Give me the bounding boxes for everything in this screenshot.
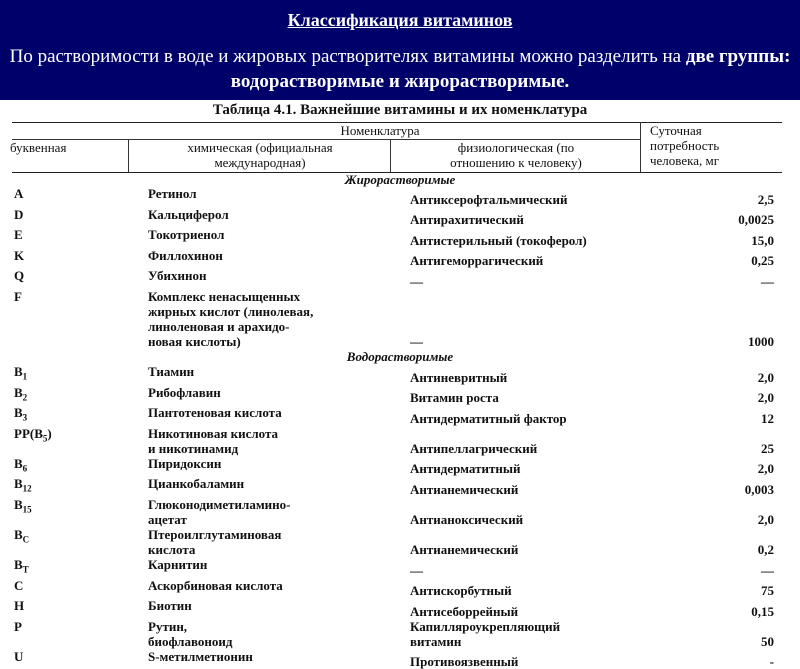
physiological-name: Антидерматитный xyxy=(410,461,521,477)
daily-requirement: — xyxy=(761,273,774,289)
table-row xyxy=(14,268,774,289)
daily-requirement: — xyxy=(761,562,774,578)
chemical-name: Аскорбиновая кислота xyxy=(148,577,283,593)
daily-requirement: 12 xyxy=(761,410,774,426)
slide-title: Классификация витаминов xyxy=(287,10,513,30)
table-row xyxy=(14,385,774,406)
physiological-name: Антианемический xyxy=(410,481,519,497)
slide-header xyxy=(0,0,800,100)
chemical-name: Цианкобаламин xyxy=(148,476,245,492)
vitamin-letter: E xyxy=(14,227,23,243)
daily-requirement: 15,0 xyxy=(751,232,774,248)
daily-requirement: 0,0025 xyxy=(738,212,774,228)
header-letter: буквенная xyxy=(10,140,67,155)
vitamin-letter: C xyxy=(14,577,24,593)
table-row xyxy=(14,497,774,527)
vitamin-letter: $B_3$ xyxy=(14,405,28,423)
section-fat-soluble: Жирорастворимые xyxy=(344,172,456,187)
daily-requirement: 0,25 xyxy=(751,253,774,269)
vitamin-letter: $B_2$ xyxy=(14,384,28,403)
vitamin-letter: $B_1$ xyxy=(14,363,28,382)
table-row xyxy=(14,527,774,557)
slide-subtitle xyxy=(0,44,800,94)
table-row xyxy=(14,476,774,497)
physiological-name: Антисеборрейный xyxy=(410,603,519,619)
physiological-name: Витамин роста xyxy=(410,390,499,406)
header-daily: Суточная потребность человека, мг xyxy=(650,123,720,168)
header-nomenclature: Номенклатура xyxy=(340,123,420,138)
chemical-name: Птероилглутаминовая кислота xyxy=(148,526,282,557)
chemical-name: Никотиновая кислота и никотинамид xyxy=(148,425,279,456)
vitamin-letter: $B_6$ xyxy=(14,455,28,474)
physiological-name: Антидерматитный фактор xyxy=(410,410,567,426)
vitamin-letter: $PP(B_5)$ xyxy=(14,425,52,444)
daily-requirement: 2,0 xyxy=(757,461,774,477)
column-divider xyxy=(390,139,391,172)
column-divider xyxy=(128,139,129,172)
column-divider xyxy=(640,122,641,172)
table-row xyxy=(14,289,774,349)
table-row xyxy=(14,619,774,649)
vitamin-letter: P xyxy=(14,618,22,634)
physiological-name: Антистерильный (токоферол) xyxy=(410,232,587,248)
daily-requirement: 2,0 xyxy=(757,511,774,527)
subtitle-bold-text: две группы: водорастворимые и жирорастворимые. xyxy=(230,46,791,92)
table-row xyxy=(14,456,774,477)
chemical-name: Пантотеновая кислота xyxy=(148,405,282,421)
physiological-name: — xyxy=(410,273,423,289)
vitamin-letter: F xyxy=(14,288,22,304)
vitamin-letter: $B_{15}$ xyxy=(14,496,32,515)
table-row xyxy=(14,207,774,228)
daily-requirement: 2,0 xyxy=(757,390,774,406)
daily-requirement: 2,0 xyxy=(757,369,774,385)
chemical-name: Глюконодиметиламино- ацетат xyxy=(148,496,291,527)
section-water-soluble: Водорастворимые xyxy=(346,348,454,364)
vitamin-letter: $B_C$ xyxy=(14,526,30,545)
vitamin-letter: D xyxy=(14,206,24,222)
chemical-name: Кальциферол xyxy=(148,206,229,222)
daily-requirement: 0,2 xyxy=(757,541,774,557)
daily-requirement: 50 xyxy=(761,633,774,649)
physiological-name: Капилляроукрепляющий витамин xyxy=(410,618,561,649)
physiological-name: Противоязвенный xyxy=(410,654,519,669)
chemical-name: Пиридоксин xyxy=(148,455,222,471)
daily-requirement: 1000 xyxy=(748,333,774,349)
table-row xyxy=(14,426,774,456)
daily-requirement: 25 xyxy=(761,440,774,456)
physiological-name: Антианемический xyxy=(410,541,519,557)
chemical-name: Рутин, биофлавоноид xyxy=(148,618,233,649)
table-row xyxy=(14,364,774,385)
physiological-name: Антигеморрагический xyxy=(410,253,544,269)
chemical-name: Карнитин xyxy=(148,556,208,572)
daily-requirement: 2,5 xyxy=(757,191,774,207)
physiological-name: Антискорбутный xyxy=(410,583,512,599)
physiological-name: Антиневритный xyxy=(410,369,508,385)
vitamin-letter: K xyxy=(14,247,25,263)
chemical-name: S-метилметионин xyxy=(148,648,253,664)
table-row xyxy=(14,649,774,669)
physiological-name: — xyxy=(410,562,423,578)
table-row xyxy=(14,557,774,578)
vitamin-letter: $B_{12}$ xyxy=(14,476,32,494)
daily-requirement: 75 xyxy=(761,583,774,599)
table-body xyxy=(14,186,774,669)
header-chemical: химическая (официальная международная) xyxy=(187,140,333,170)
chemical-name: Токотриенол xyxy=(148,227,225,243)
daily-requirement: 0,15 xyxy=(751,603,774,619)
physiological-name: Антиксерофтальмический xyxy=(410,191,568,207)
chemical-name: Филлохинон xyxy=(148,247,223,263)
header-physiological: физиологическая (по отношению к человеку) xyxy=(450,140,582,170)
vitamin-letter: H xyxy=(14,598,25,614)
table-row xyxy=(14,405,774,426)
table-row xyxy=(14,578,774,599)
chemical-name: Биотин xyxy=(148,598,192,614)
daily-requirement: 0,003 xyxy=(744,481,774,497)
vitamin-letter: A xyxy=(14,186,24,201)
table-caption: Таблица 4.1. Важнейшие витамины и их номенклатура xyxy=(212,102,588,118)
subtitle-text: По растворимости в воде и жировых растворителях витамины можно разделить на xyxy=(9,46,686,67)
physiological-name: Антипеллагрический xyxy=(410,440,538,456)
table-row xyxy=(14,598,774,619)
chemical-name: Ретинол xyxy=(148,186,197,201)
vitamin-letter: U xyxy=(14,648,24,664)
physiological-name: — xyxy=(410,333,423,349)
chemical-name: Рибофлавин xyxy=(148,384,221,400)
table-row xyxy=(14,248,774,269)
chemical-name: Тиамин xyxy=(148,363,195,379)
table-row xyxy=(14,227,774,248)
vitamin-letter: $B_T$ xyxy=(14,556,29,575)
physiological-name: Антианоксический xyxy=(410,511,524,527)
chemical-name: Убихинон xyxy=(148,268,207,284)
daily-requirement: - xyxy=(769,654,774,669)
vitamin-letter: Q xyxy=(14,268,25,284)
physiological-name: Антирахитический xyxy=(410,212,524,228)
table-row xyxy=(14,186,774,207)
chemical-name: Комплекс ненасыщенных жирных кислот (линолевая, линоленовая и арахидо- новая кислоты) xyxy=(148,288,314,349)
